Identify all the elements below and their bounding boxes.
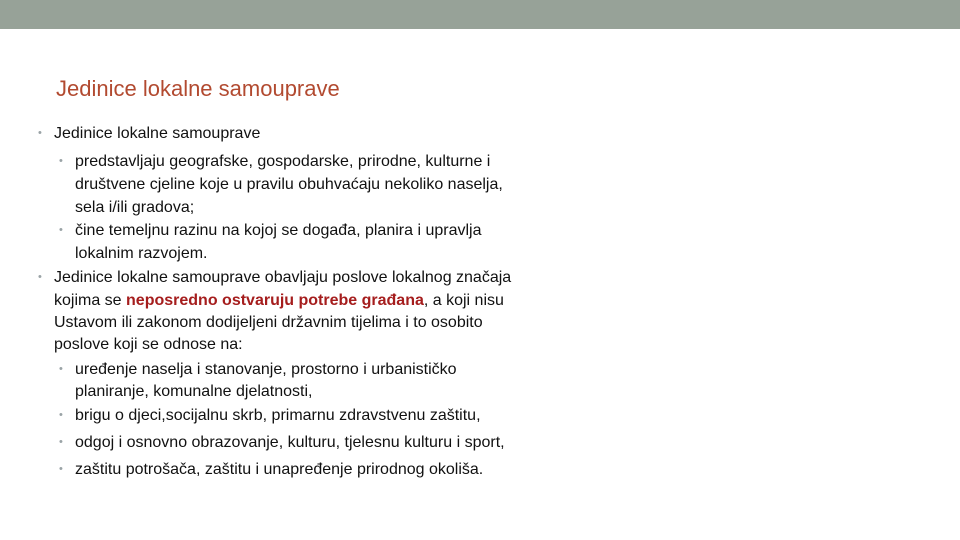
bullet-marker: • (59, 155, 63, 167)
bullet-marker: • (59, 409, 63, 421)
bullet-marker: • (59, 224, 63, 236)
sub-bullet-text: društvene cjeline koje u pravilu obuhvaćaju nekoliko naselja, (75, 176, 503, 193)
bullet-text: Ustavom ili zakonom dodijeljeni državnim tijelima i to osobito (54, 314, 483, 331)
text-segment: , a koji nisu (423, 292, 504, 309)
bullet-marker: • (59, 363, 63, 375)
bullet-marker: • (59, 463, 63, 475)
bullet-text: Jedinice lokalne samouprave obavljaju poslove lokalnog značaja (54, 269, 512, 286)
bullet-marker: • (59, 436, 63, 448)
sub-bullet-text: zaštitu potrošača, zaštitu i unapređenje prirodnog okoliša. (75, 461, 484, 478)
bullet-text: Jedinice lokalne samouprave (54, 125, 261, 142)
bullet-marker: • (38, 127, 42, 139)
sub-bullet-text: lokalnim razvojem. (75, 245, 208, 262)
sub-bullet-text: sela i/ili gradova; (75, 199, 195, 216)
sub-bullet-text: odgoj i osnovno obrazovanje, kulturu, tjelesnu kulturu i sport, (75, 434, 505, 451)
sub-bullet-text: planiranje, komunalne djelatnosti, (75, 383, 313, 400)
sub-bullet-text: čine temeljnu razinu na kojoj se događa, planira i upravlja (75, 222, 482, 239)
sub-bullet-text: predstavljaju geografske, gospodarske, prirodne, kulturne i (75, 153, 491, 170)
slide-title: Jedinice lokalne samouprave (56, 76, 340, 101)
bullet-text: poslove koji se odnose na: (54, 336, 243, 353)
highlighted-text: neposredno ostvaruju potrebe građana (126, 292, 424, 309)
sub-bullet-text: brigu o djeci,socijalnu skrb, primarnu zdravstvenu zaštitu, (75, 407, 481, 424)
text-segment: kojima se (54, 292, 127, 309)
sub-bullet-text: uređenje naselja i stanovanje, prostorno i urbanističko (75, 361, 457, 378)
bullet-marker: • (38, 271, 42, 283)
bullet-text (54, 290, 504, 311)
